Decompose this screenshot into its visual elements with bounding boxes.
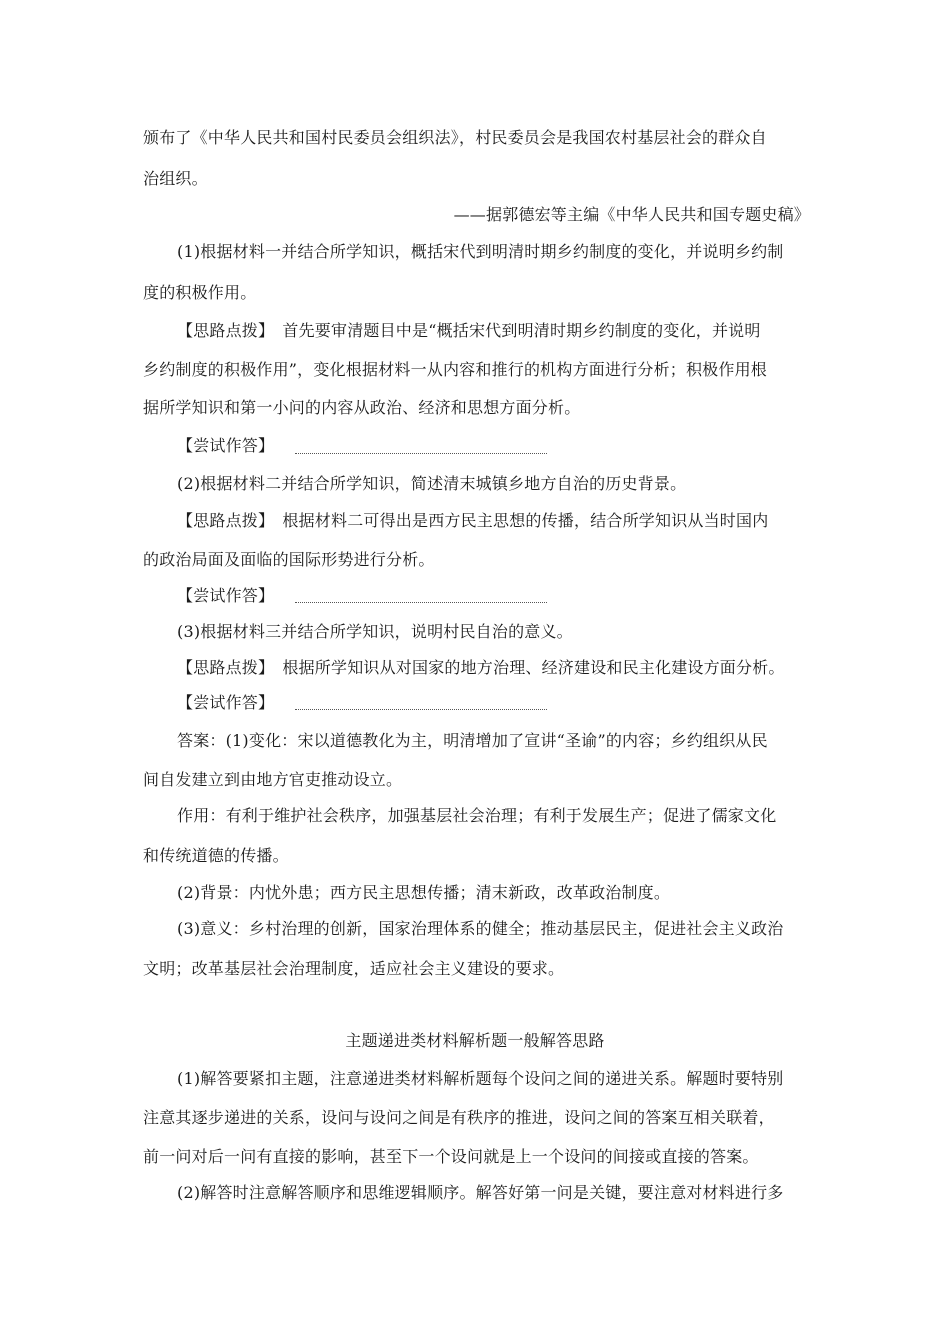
method-text: 前一问对后一问有直接的影响，甚至下一个设问就是上一个设问的间接或直接的答案。 <box>143 1147 759 1166</box>
hint-2-cont: 的政治局面及面临的国际形势进行分析。 <box>143 550 435 569</box>
answer-text: 答案：(1)变化：宋以道德教化为主，明清增加了宣讲“圣谕”的内容；乡约组织从民 <box>177 731 768 750</box>
method-text: (2)解答时注意解答顺序和思维逻辑顺序。解答好第一问是关键，要注意对材料进行多 <box>177 1183 784 1202</box>
hint-3: 【思路点拨】 根据所学知识从对国家的地方治理、经济建设和民主化建设方面分析。 <box>177 658 785 677</box>
source-citation: ——据郭德宏等主编《中华人民共和国专题史稿》 <box>453 205 810 224</box>
hint-1: 【思路点拨】 首先要审清题目中是“概括宋代到明清时期乡约制度的变化，并说明 <box>177 321 761 340</box>
hint-2: 【思路点拨】 根据材料二可得出是西方民主思想的传播，结合所学知识从当时国内 <box>177 511 769 530</box>
answer-label-1: 【尝试作答】 <box>177 436 275 455</box>
answer-text: (3)意义：乡村治理的创新，国家治理体系的健全；推动基层民主，促进社会主义政治 <box>177 919 784 938</box>
section-heading: 主题递进类材料解析题一般解答思路 <box>345 1031 605 1050</box>
hint-1-cont: 乡约制度的积极作用”，变化根据材料一从内容和推行的机构方面进行分析；积极作用根 <box>143 360 767 379</box>
answer-blank-3[interactable] <box>295 709 547 710</box>
body-text-line: 治组织。 <box>143 169 208 188</box>
answer-label-3: 【尝试作答】 <box>177 693 275 712</box>
answer-blank-1[interactable] <box>295 453 547 454</box>
method-text: (1)解答要紧扣主题，注意递进类材料解析题每个设问之间的递进关系。解题时要特别 <box>177 1069 784 1088</box>
question-2: (2)根据材料二并结合所学知识，简述清末城镇乡地方自治的历史背景。 <box>177 474 687 493</box>
answer-text: 文明；改革基层社会治理制度，适应社会主义建设的要求。 <box>143 959 565 978</box>
hint-1-cont: 据所学知识和第一小问的内容从政治、经济和思想方面分析。 <box>143 398 581 417</box>
method-text: 注意其逐步递进的关系，设问与设问之间是有秩序的推进，设问之间的答案互相关联着， <box>143 1108 775 1127</box>
answer-label-2: 【尝试作答】 <box>177 586 275 605</box>
answer-blank-2[interactable] <box>295 602 547 603</box>
question-3: (3)根据材料三并结合所学知识，说明村民自治的意义。 <box>177 622 573 641</box>
answer-text: 作用：有利于维护社会秩序，加强基层社会治理；有利于发展生产；促进了儒家文化 <box>177 806 777 825</box>
answer-text: 间自发建立到由地方官吏推动设立。 <box>143 770 403 789</box>
question-1: (1)根据材料一并结合所学知识，概括宋代到明清时期乡约制度的变化，并说明乡约制 <box>177 242 784 261</box>
body-text-line: 颁布了《中华人民共和国村民委员会组织法》，村民委员会是我国农村基层社会的群众自 <box>143 128 767 147</box>
question-1-cont: 度的积极作用。 <box>143 283 257 302</box>
answer-text: (2)背景：内忧外患；西方民主思想传播；清末新政，改革政治制度。 <box>177 883 671 902</box>
answer-text: 和传统道德的传播。 <box>143 846 289 865</box>
